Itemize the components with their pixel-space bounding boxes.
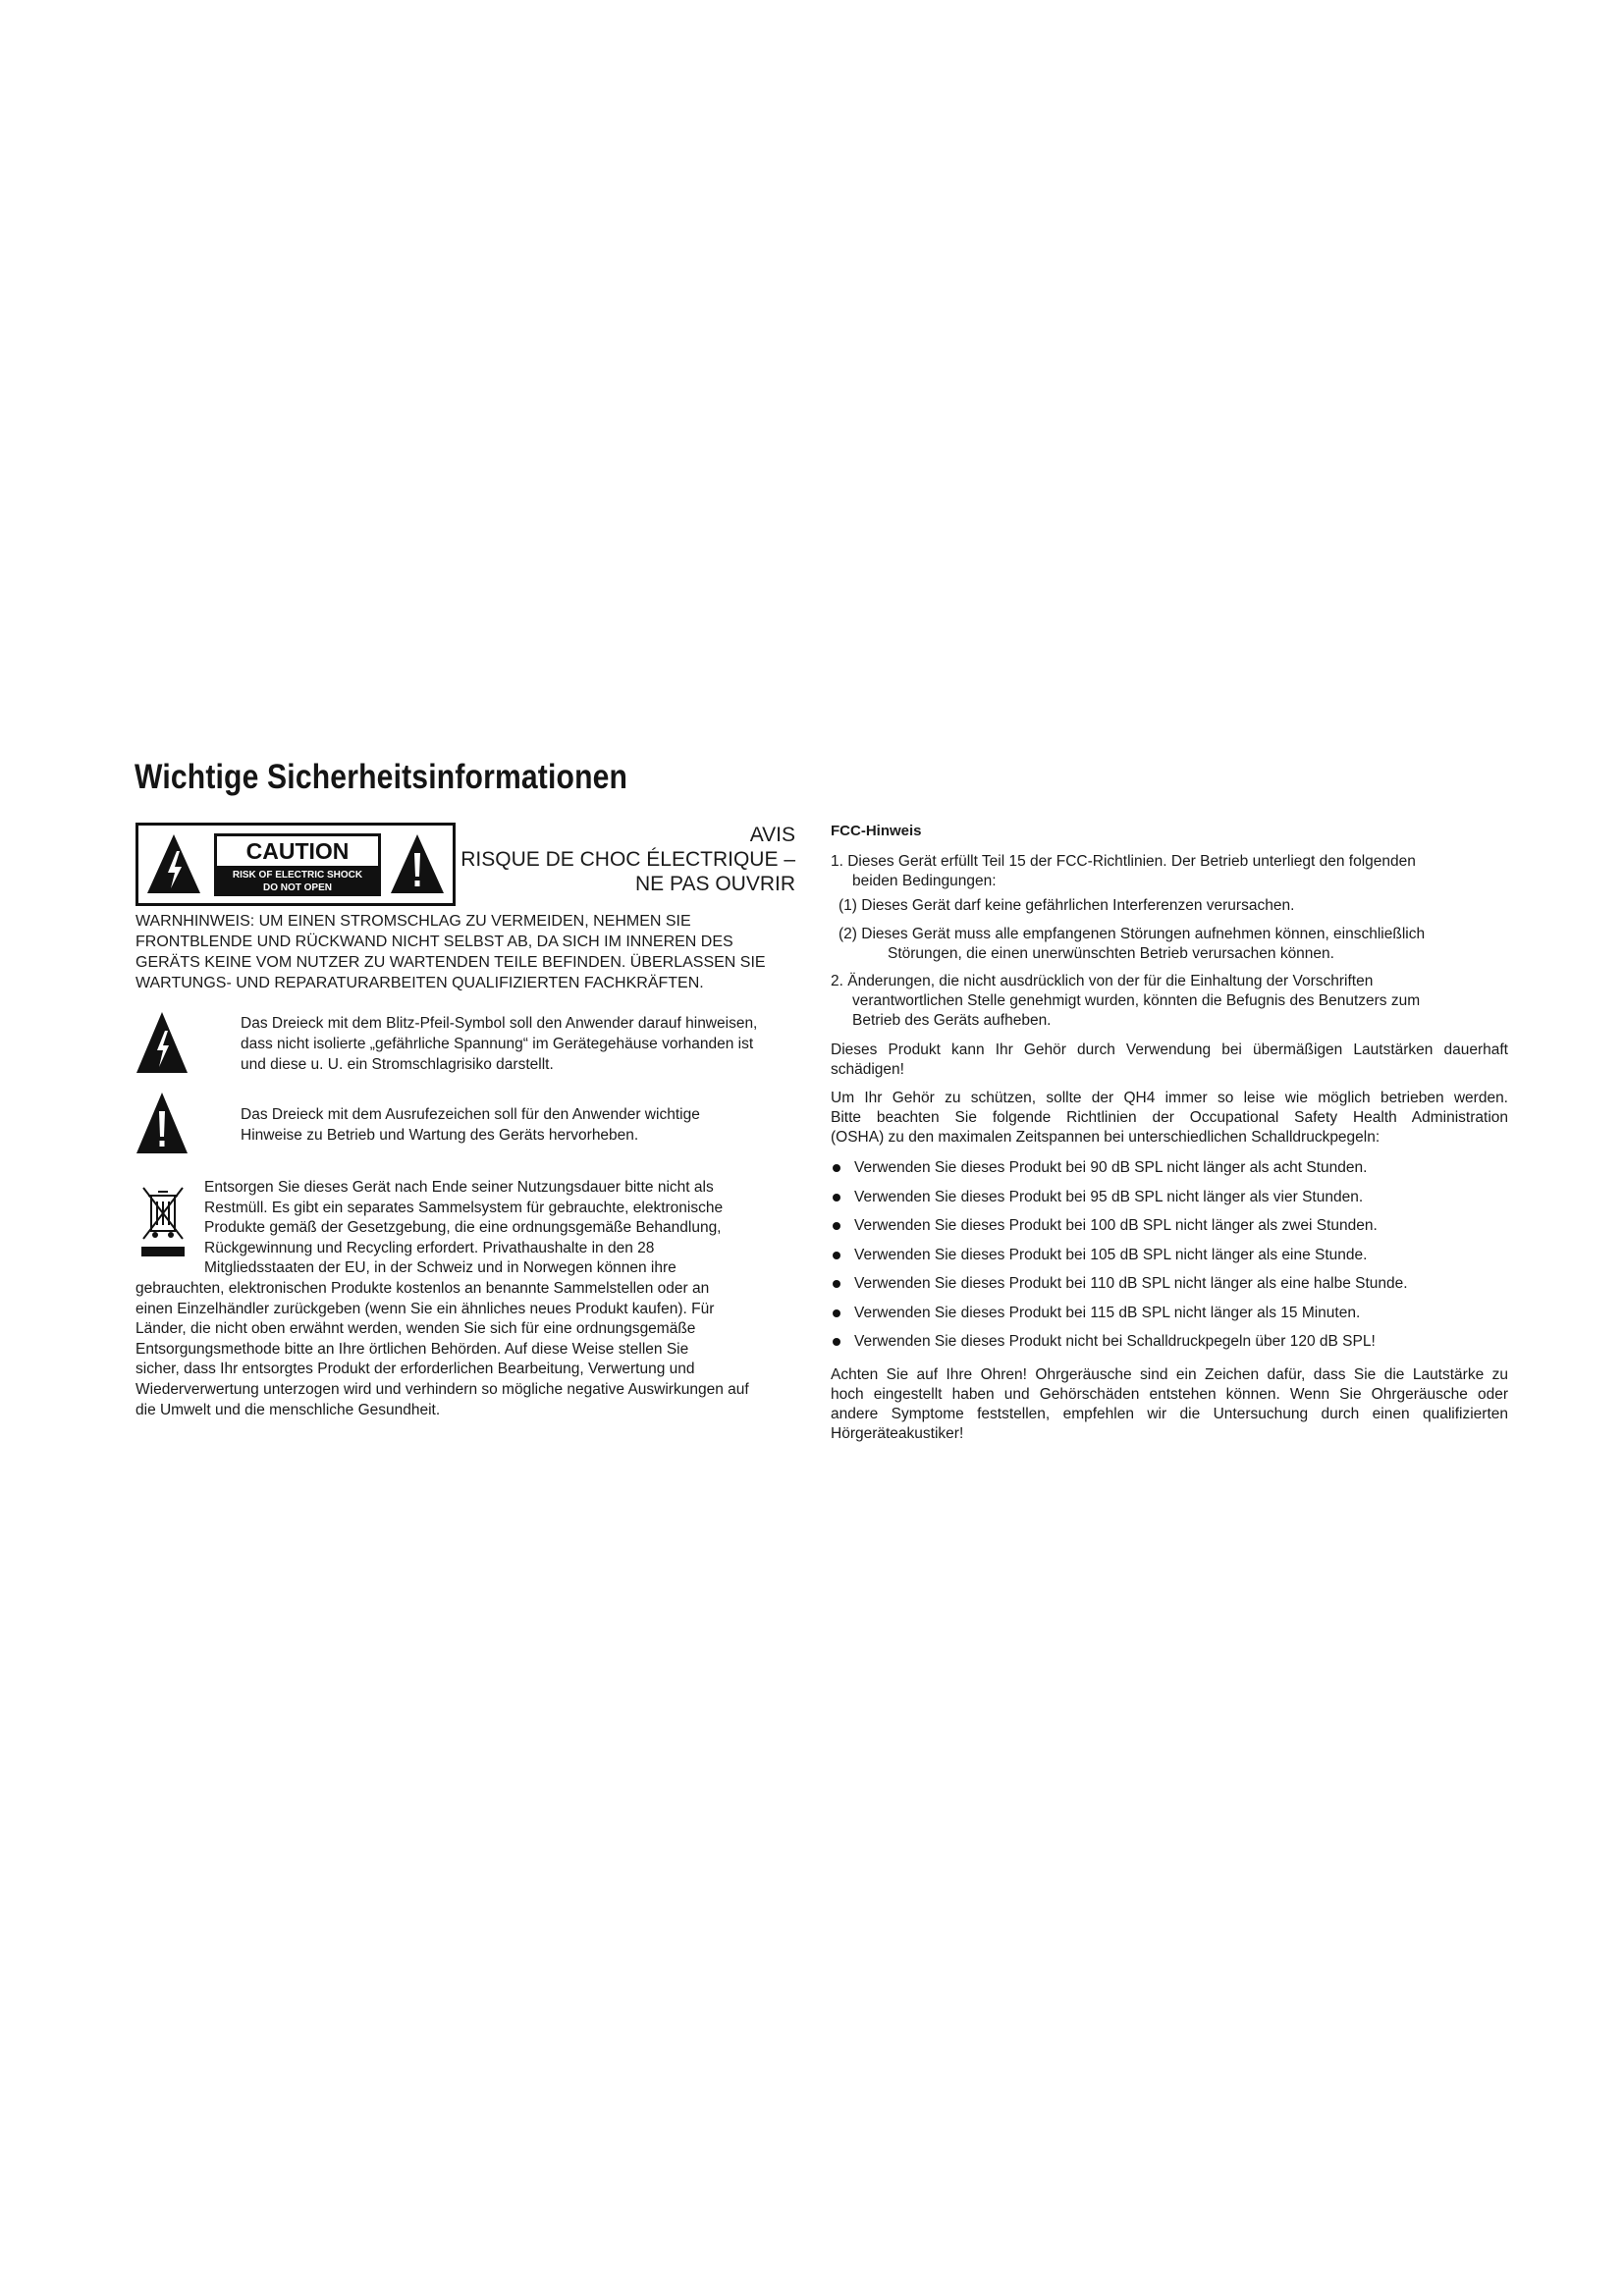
exclamation-symbol-description: Das Dreieck mit dem Ausrufezeichen soll für den Anwender wichtige Hinweise zu Betrieb und Wartung des Geräts hervorheben. [241,1106,700,1144]
fcc-condition-2: (2) Dieses Gerät muss alle empfangenen Störungen aufnehmen können, einschließlich Störungen, die einen unerwünschten Betrieb verursachen können. [839,926,1426,962]
page-title: Wichtige Sicherheitsinformationen [135,758,628,796]
osha-intro: Um Ihr Gehör zu schützen, sollte der QH4 immer so leise wie möglich betrieben werden. Bitte beachten Sie folgende Richtlinien der Occupational Safety Health Administration (OSHA) zu den maximalen Zeitspannen bei unterschiedlichen Schalldruckpegeln: [831,1090,1508,1146]
tinnitus-note: Achten Sie auf Ihre Ohren! Ohrgeräusche sind ein Zeichen dafür, dass Sie die Lautstärke zu hoch eingestellt haben und Gehörschäden entstehen können. Wenn Sie Ohrgeräusche oder andere Symptome feststellen, empfehlen wir die Untersuchung durch einen qualifizierten Hörgeräteakustiker! [831,1366,1508,1442]
warning-lightning-icon [144,831,203,896]
hearing-warning: Dieses Produkt kann Ihr Gehör durch Verwendung bei übermäßigen Lautstärken dauerhaft schädigen! [831,1041,1508,1078]
caution-label [135,823,456,906]
exclamation-triangle-icon [135,1092,189,1154]
list-item: Verwenden Sie dieses Produkt bei 95 dB SPL nicht länger als vier Stunden. [831,1188,1508,1217]
lightning-symbol-description: Das Dreieck mit dem Blitz-Pfeil-Symbol soll den Anwender darauf hinweisen, dass nicht isolierte „gefährliche Spannung“ im Gerätegehäuse vorhanden ist und diese u. U. ein Stromschlagrisiko darstellt. [241,1015,758,1073]
list-item: Verwenden Sie dieses Produkt bei 110 dB SPL nicht länger als eine halbe Stunde. [831,1274,1508,1304]
lightning-triangle-icon [135,1011,189,1074]
list-item: Verwenden Sie dieses Produkt bei 100 dB SPL nicht länger als zwei Stunden. [831,1216,1508,1246]
list-item: Verwenden Sie dieses Produkt nicht bei Schalldruckpegeln über 120 dB SPL! [831,1332,1508,1362]
fcc-item-1: 1. Dieses Gerät erfüllt Teil 15 der FCC-Richtlinien. Der Betrieb unterliegt den folgenden beiden Bedingungen: [831,853,1416,889]
caution-panel [214,833,381,896]
list-item: Verwenden Sie dieses Produkt bei 90 dB SPL nicht länger als acht Stunden. [831,1158,1508,1188]
fcc-condition-1: (1) Dieses Gerät darf keine gefährlichen Interferenzen verursachen. [839,897,1295,914]
warning-text: WARNHINWEIS: UM EINEN STROMSCHLAG ZU VERMEIDEN, NEHMEN SIE FRONTBLENDE UND RÜCKWAND NICHT SELBST AB, DA SICH IM INNEREN DES GERÄTS KEINE VOM NUTZER ZU WARTENDEN TEILE BEFINDEN. ÜBERLASSEN SIE WARTUNGS- UND REPARATURARBEITEN QUALIFIZIERTEN FACHKRÄFTEN. [135,913,766,991]
fcc-heading: FCC-Hinweis [831,823,922,839]
avis-text: AVIS RISQUE DE CHOC ÉLECTRIQUE – NE PAS OUVRIR [460,824,795,895]
weee-disposal-text: Entsorgen Sie dieses Gerät nach Ende seiner Nutzungsdauer bitte nicht als Restmüll. Es gibt ein separates Sammelsystem für gebrauchte, elektronische Produkte gemäß der Gesetzgebung, die eine ordnungsgemäße Behandlung, Rückgewinnung und Recycling erfordert. Privathaushalte in den 28 Mitgliedsstaaten der EU, in der Schweiz und in Norwegen können ihre gebrauchten, elektronischen Produkte kostenlos an benannte Sammelstellen oder an einen Einzelhändler zurückgeben (wenn Sie ein ähnliches neues Produkt kaufen). Für Länder, die nicht oben erwähnt werden, wenden Sie sich für eine ordnungsgemäße Entsorgungsmethode bitte an Ihre örtlichen Behörden. Auf diese Weise stellen Sie sicher, dass Ihr entsorgtes Produkt der erforderlichen Bearbeitung, Verwertung und Wiederverwertung unterzogen wird und verhindern so mögliche negative Auswirkungen auf die Umwelt und die menschliche Gesundheit. [135,1179,749,1418]
osha-limits-list [831,1158,1508,1362]
caution-word: CAUTION [217,836,378,866]
list-item: Verwenden Sie dieses Produkt bei 115 dB SPL nicht länger als 15 Minuten. [831,1304,1508,1333]
caution-subtext: RISK OF ELECTRIC SHOCK DO NOT OPEN [232,870,363,893]
list-item: Verwenden Sie dieses Produkt bei 105 dB SPL nicht länger als eine Stunde. [831,1246,1508,1275]
warning-exclamation-icon [388,831,447,896]
fcc-item-2: 2. Änderungen, die nicht ausdrücklich von der für die Einhaltung der Vorschriften verantwortlichen Stelle genehmigt wurden, könnten die Befugnis des Benutzers zum Betrieb des Geräts aufheben. [831,973,1421,1029]
